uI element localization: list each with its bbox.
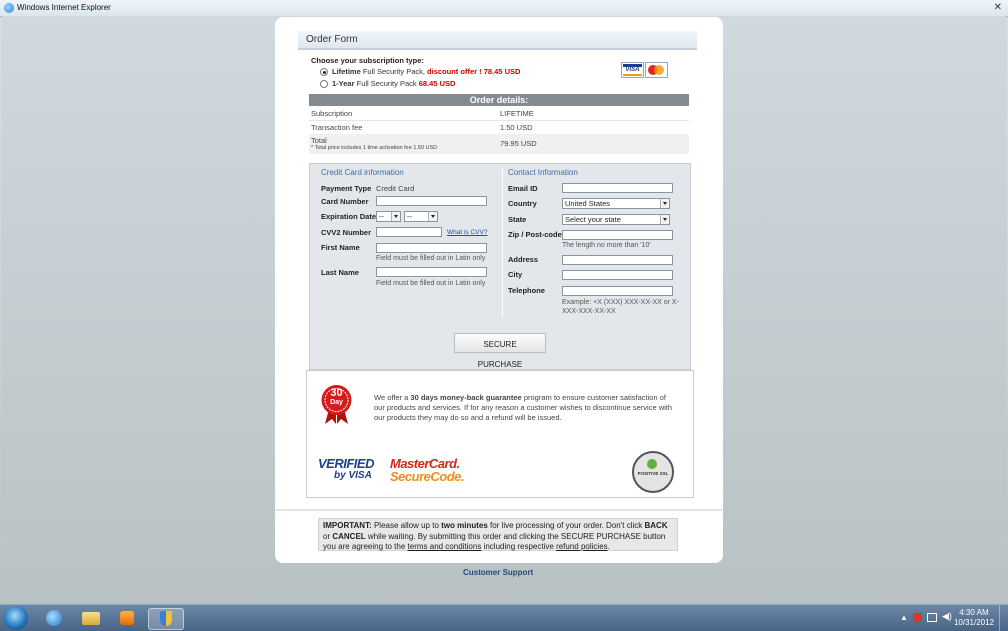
- card-number-label: Card Number: [321, 197, 369, 206]
- zip-label: Zip / Post-code: [508, 230, 562, 239]
- mc-logo-line1: MasterCard.: [390, 456, 460, 471]
- expiration-date-label: Expiration Date: [321, 212, 377, 221]
- clock-time: 4:30 AM: [959, 608, 989, 617]
- money-back-badge: [320, 385, 353, 425]
- show-hidden-icons-icon[interactable]: ▲: [900, 613, 908, 622]
- network-icon[interactable]: [927, 613, 937, 622]
- zip-hint: The length no more than '10': [562, 242, 651, 249]
- one-year-radio[interactable]: [320, 80, 328, 88]
- country-value: United States: [565, 199, 611, 208]
- system-clock[interactable]: [954, 608, 994, 628]
- subscription-value: LIFETIME: [500, 109, 534, 118]
- telephone-input[interactable]: [562, 286, 673, 296]
- first-name-input[interactable]: [376, 243, 487, 253]
- exp-year-value: --: [407, 212, 412, 221]
- email-label: Email ID: [508, 184, 538, 193]
- country-label: Country: [508, 199, 537, 208]
- transaction-fee-label: Transaction fee: [311, 123, 363, 132]
- divider: [276, 509, 722, 511]
- important-bold-2: BACK: [644, 521, 668, 530]
- what-is-cvv-link[interactable]: What is CVV?: [447, 229, 488, 236]
- chevron-down-icon: [660, 199, 669, 208]
- chevron-down-icon: [660, 215, 669, 224]
- cvv-input[interactable]: [376, 227, 442, 237]
- credit-card-title: Credit Card information: [321, 168, 404, 177]
- internet-explorer-icon: [46, 610, 62, 626]
- subscription-heading: Choose your subscription type:: [311, 56, 424, 65]
- one-year-price: 68.45 USD: [418, 79, 456, 88]
- start-button[interactable]: [4, 606, 28, 630]
- visa-card-text: VISA: [625, 67, 640, 73]
- payment-type-value: Credit Card: [376, 184, 415, 193]
- total-row: [309, 134, 689, 154]
- taskbar-media-button[interactable]: [111, 608, 143, 628]
- action-center-icon[interactable]: [913, 613, 922, 622]
- show-desktop-button[interactable]: [999, 605, 1008, 631]
- window-titlebar[interactable]: [0, 0, 1008, 17]
- total-label: Total: [311, 136, 327, 145]
- telephone-label: Telephone: [508, 286, 545, 295]
- first-name-hint: Field must be filled out in Latin only: [376, 255, 486, 262]
- taskbar-explorer-button[interactable]: [75, 608, 107, 628]
- chevron-down-icon: [428, 212, 437, 221]
- chevron-down-icon: [391, 212, 400, 221]
- guarantee-text: [374, 393, 676, 423]
- important-text-5: including respective: [481, 542, 557, 551]
- order-details-header: Order details:: [309, 94, 689, 106]
- cvv-label: CVV2 Number: [321, 228, 372, 237]
- lifetime-radio[interactable]: [320, 68, 328, 76]
- verified-by-visa-logo: [318, 457, 382, 482]
- last-name-hint: Field must be filled out in Latin only: [376, 280, 486, 287]
- address-input[interactable]: [562, 255, 673, 265]
- mastercard-card-icon: [645, 62, 668, 78]
- important-bold-1: two minutes: [441, 521, 488, 530]
- visa-logo-line1: VERIFIED: [318, 456, 374, 471]
- state-select[interactable]: [562, 214, 670, 225]
- page-title: Order Form: [298, 31, 697, 50]
- exp-month-value: --: [379, 212, 384, 221]
- close-icon[interactable]: ✕: [993, 2, 1002, 13]
- ssl-seal-text: POSITIVE SSL: [637, 471, 669, 476]
- email-input[interactable]: [562, 183, 673, 193]
- important-notice: [318, 518, 678, 551]
- country-select[interactable]: [562, 198, 670, 209]
- transaction-fee-value: 1.50 USD: [500, 123, 533, 132]
- exp-year-select[interactable]: [404, 211, 438, 222]
- first-name-label: First Name: [321, 243, 360, 252]
- city-input[interactable]: [562, 270, 673, 280]
- terms-link[interactable]: terms and conditions: [407, 542, 482, 551]
- address-label: Address: [508, 255, 539, 264]
- state-label: State: [508, 215, 527, 224]
- one-year-name: 1-Year: [332, 79, 355, 88]
- taskbar-ie-button[interactable]: [38, 608, 70, 628]
- important-label: IMPORTANT:: [323, 521, 372, 530]
- subscription-label: Subscription: [311, 109, 353, 118]
- mc-logo-line2: SecureCode.: [390, 469, 464, 484]
- customer-support-link[interactable]: Customer Support: [463, 568, 534, 577]
- lifetime-desc: Full Security Pack,: [360, 67, 428, 76]
- internet-explorer-icon: [4, 3, 14, 13]
- column-divider: [502, 168, 503, 318]
- lifetime-offer: discount offer ! 78.45 USD: [427, 67, 521, 76]
- lifetime-name: Lifetime: [332, 67, 361, 76]
- one-year-option[interactable]: [332, 79, 455, 88]
- important-text-3: or: [323, 531, 333, 541]
- one-year-desc: Full Security Pack: [354, 79, 419, 88]
- important-text-4: while waiting. By submitting this order and clicking the SECURE PURCHASE button you are agreeing to the: [323, 531, 666, 551]
- important-text-2: for live processing of your order. Don't click: [487, 521, 645, 530]
- taskbar: [0, 604, 1008, 631]
- badge-number: 30: [330, 387, 343, 399]
- important-text-1: Please allow up to: [371, 521, 442, 530]
- payment-type-label: Payment Type: [321, 184, 372, 193]
- contact-info-title: Contact Information: [508, 168, 578, 177]
- visa-card-icon: [621, 62, 644, 78]
- guarantee-text-post: program to ensure customer satisfaction of our products and services. If for any reason a customer wishes to discontinue service with our products they may do so and a refund will be issued.: [374, 393, 673, 422]
- telephone-hint: Example: +X (XXX) XXX-XX-XX or X-XXX-XXX-XX-XX: [562, 299, 679, 315]
- city-label: City: [508, 270, 523, 279]
- positive-ssl-seal-icon: [632, 451, 674, 493]
- clock-date: 10/31/2012: [953, 618, 994, 627]
- guarantee-text-pre: We offer a: [374, 393, 411, 402]
- important-text-6: .: [607, 542, 610, 551]
- zip-input[interactable]: [562, 230, 673, 240]
- refund-policies-link[interactable]: refund policies: [556, 542, 608, 551]
- secure-purchase-button[interactable]: SECURE PURCHASE: [454, 333, 546, 353]
- important-bold-3: CANCEL: [332, 531, 366, 541]
- card-number-input[interactable]: [376, 196, 487, 206]
- folder-icon: [82, 612, 100, 625]
- total-value: 79.95 USD: [500, 139, 537, 148]
- state-value: Select your state: [565, 215, 621, 224]
- mastercard-securecode-logo: [390, 457, 480, 484]
- window-title: Windows Internet Explorer: [17, 3, 111, 12]
- last-name-input[interactable]: [376, 267, 487, 277]
- media-player-icon: [120, 611, 134, 625]
- lifetime-option[interactable]: [332, 67, 520, 76]
- taskbar-security-button[interactable]: [148, 608, 184, 630]
- guarantee-text-bold: 30 days money-back guarantee: [410, 393, 522, 402]
- volume-icon[interactable]: ◀): [942, 611, 952, 621]
- exp-month-select[interactable]: [376, 211, 401, 222]
- total-note: * Total price includes 1 time activation fee 1.50 USD: [311, 145, 438, 151]
- badge-word: Day: [330, 399, 343, 406]
- visa-logo-line2: by VISA: [334, 470, 372, 481]
- divider: [309, 120, 689, 121]
- shield-icon: [160, 611, 172, 626]
- last-name-label: Last Name: [321, 268, 359, 277]
